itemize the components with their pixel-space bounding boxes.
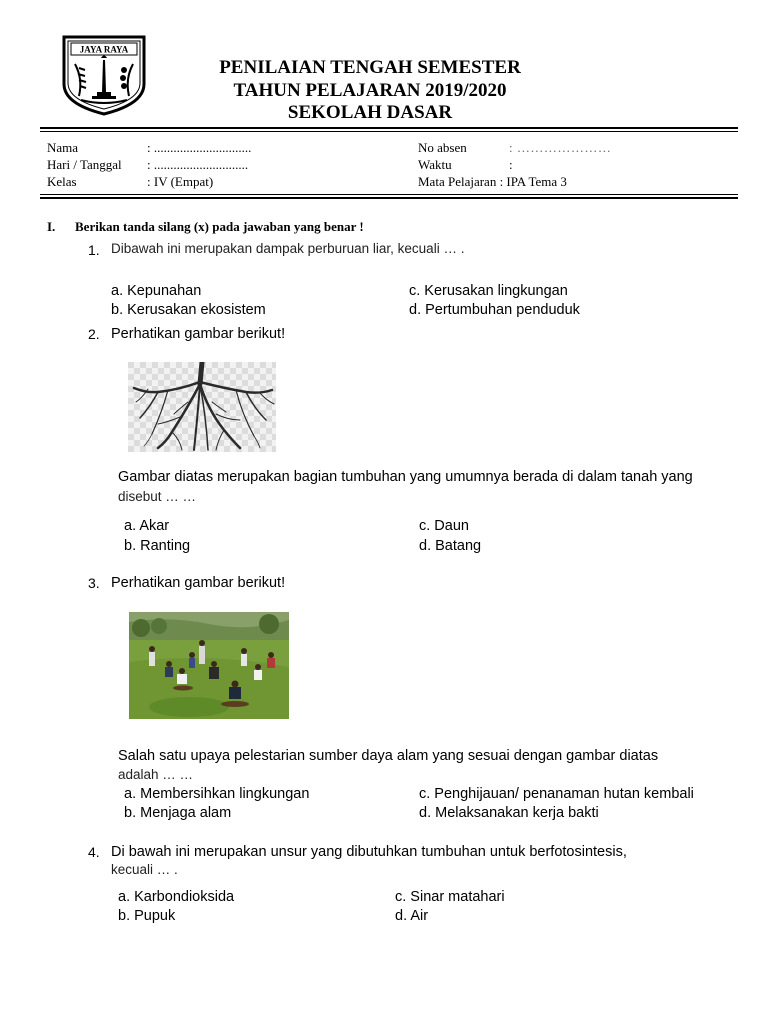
hari-tanggal-label: Hari / Tanggal (47, 157, 122, 172)
q2-text: Perhatikan gambar berikut! (111, 326, 286, 342)
q3-question-line1: Salah satu upaya pelestarian sumber daya alam yang sesuai dengan gambar diatas (118, 748, 659, 764)
nama-label: Nama (47, 140, 79, 155)
header-divider-bottom-thin (40, 194, 738, 195)
q1-option-c[interactable]: c. Kerusakan lingkungan (409, 283, 568, 299)
q4-option-a[interactable]: a. Karbondioksida (118, 889, 235, 905)
q1-text: Dibawah ini merupakan dampak perburuan liar, kecuali … . (111, 241, 465, 256)
no-absen-label: No absen (418, 140, 467, 155)
q4-number: 4. (88, 844, 100, 860)
section-number: I. (47, 219, 56, 234)
q2-option-b[interactable]: b. Ranting (124, 538, 191, 554)
q4-text-line2: kecuali … . (111, 862, 178, 877)
q2-number: 2. (88, 326, 100, 342)
q3-option-d[interactable]: d. Melaksanakan kerja bakti (419, 805, 599, 821)
q2-question-line2: disebut … … (118, 489, 197, 504)
header-divider-bottom (40, 197, 738, 199)
page-title-line3: SEKOLAH DASAR (287, 102, 453, 123)
page-title-line2: TAHUN PELAJARAN 2019/2020 (233, 80, 507, 101)
waktu-label: Waktu (418, 157, 452, 172)
q1-number: 1. (88, 242, 100, 258)
mata-pelajaran: Mata Pelajaran : IPA Tema 3 (418, 174, 567, 189)
tree-planting-image (129, 612, 289, 719)
hari-tanggal-field[interactable]: : ............................. (147, 157, 249, 172)
q1-option-b[interactable]: b. Kerusakan ekosistem (111, 302, 266, 318)
q2-question-line1: Gambar diatas merupakan bagian tumbuhan yang umumnya berada di dalam tanah yang (118, 469, 693, 485)
nama-field[interactable]: : .............................. (147, 140, 252, 155)
q2-option-a[interactable]: a. Akar (124, 518, 170, 534)
q2-option-d[interactable]: d. Batang (419, 538, 482, 554)
waktu-field[interactable]: : (509, 157, 513, 172)
header-divider-top-thin (40, 131, 738, 132)
roots-image (128, 362, 276, 452)
q3-option-c[interactable]: c. Penghijauan/ penanaman hutan kembali (419, 786, 694, 802)
q2-option-c[interactable]: c. Daun (419, 518, 469, 534)
no-absen-field[interactable]: : ………………… (509, 140, 612, 155)
kelas-label: Kelas (47, 174, 77, 189)
page-title-line1: PENILAIAN TENGAH SEMESTER (219, 57, 521, 78)
q3-question-line2: adalah … … (118, 767, 194, 782)
header-divider-top (40, 127, 738, 129)
logo-text: JAYA RAYA (79, 44, 129, 55)
jaya-raya-logo (61, 34, 147, 116)
kelas-value: : IV (Empat) (147, 174, 214, 189)
q3-option-b[interactable]: b. Menjaga alam (124, 805, 232, 821)
q3-text: Perhatikan gambar berikut! (111, 575, 286, 591)
q1-option-a[interactable]: a. Kepunahan (111, 283, 202, 299)
section-instruction: Berikan tanda silang (x) pada jawaban yang benar ! (75, 219, 364, 234)
q4-option-c[interactable]: c. Sinar matahari (395, 889, 505, 905)
q3-number: 3. (88, 575, 100, 591)
q4-text-line1: Di bawah ini merupakan unsur yang dibutuhkan tumbuhan untuk berfotosintesis, (111, 844, 627, 860)
q4-option-d[interactable]: d. Air (395, 908, 429, 924)
q4-option-b[interactable]: b. Pupuk (118, 908, 176, 924)
q1-option-d[interactable]: d. Pertumbuhan penduduk (409, 302, 580, 318)
q3-option-a[interactable]: a. Membersihkan lingkungan (124, 786, 310, 802)
